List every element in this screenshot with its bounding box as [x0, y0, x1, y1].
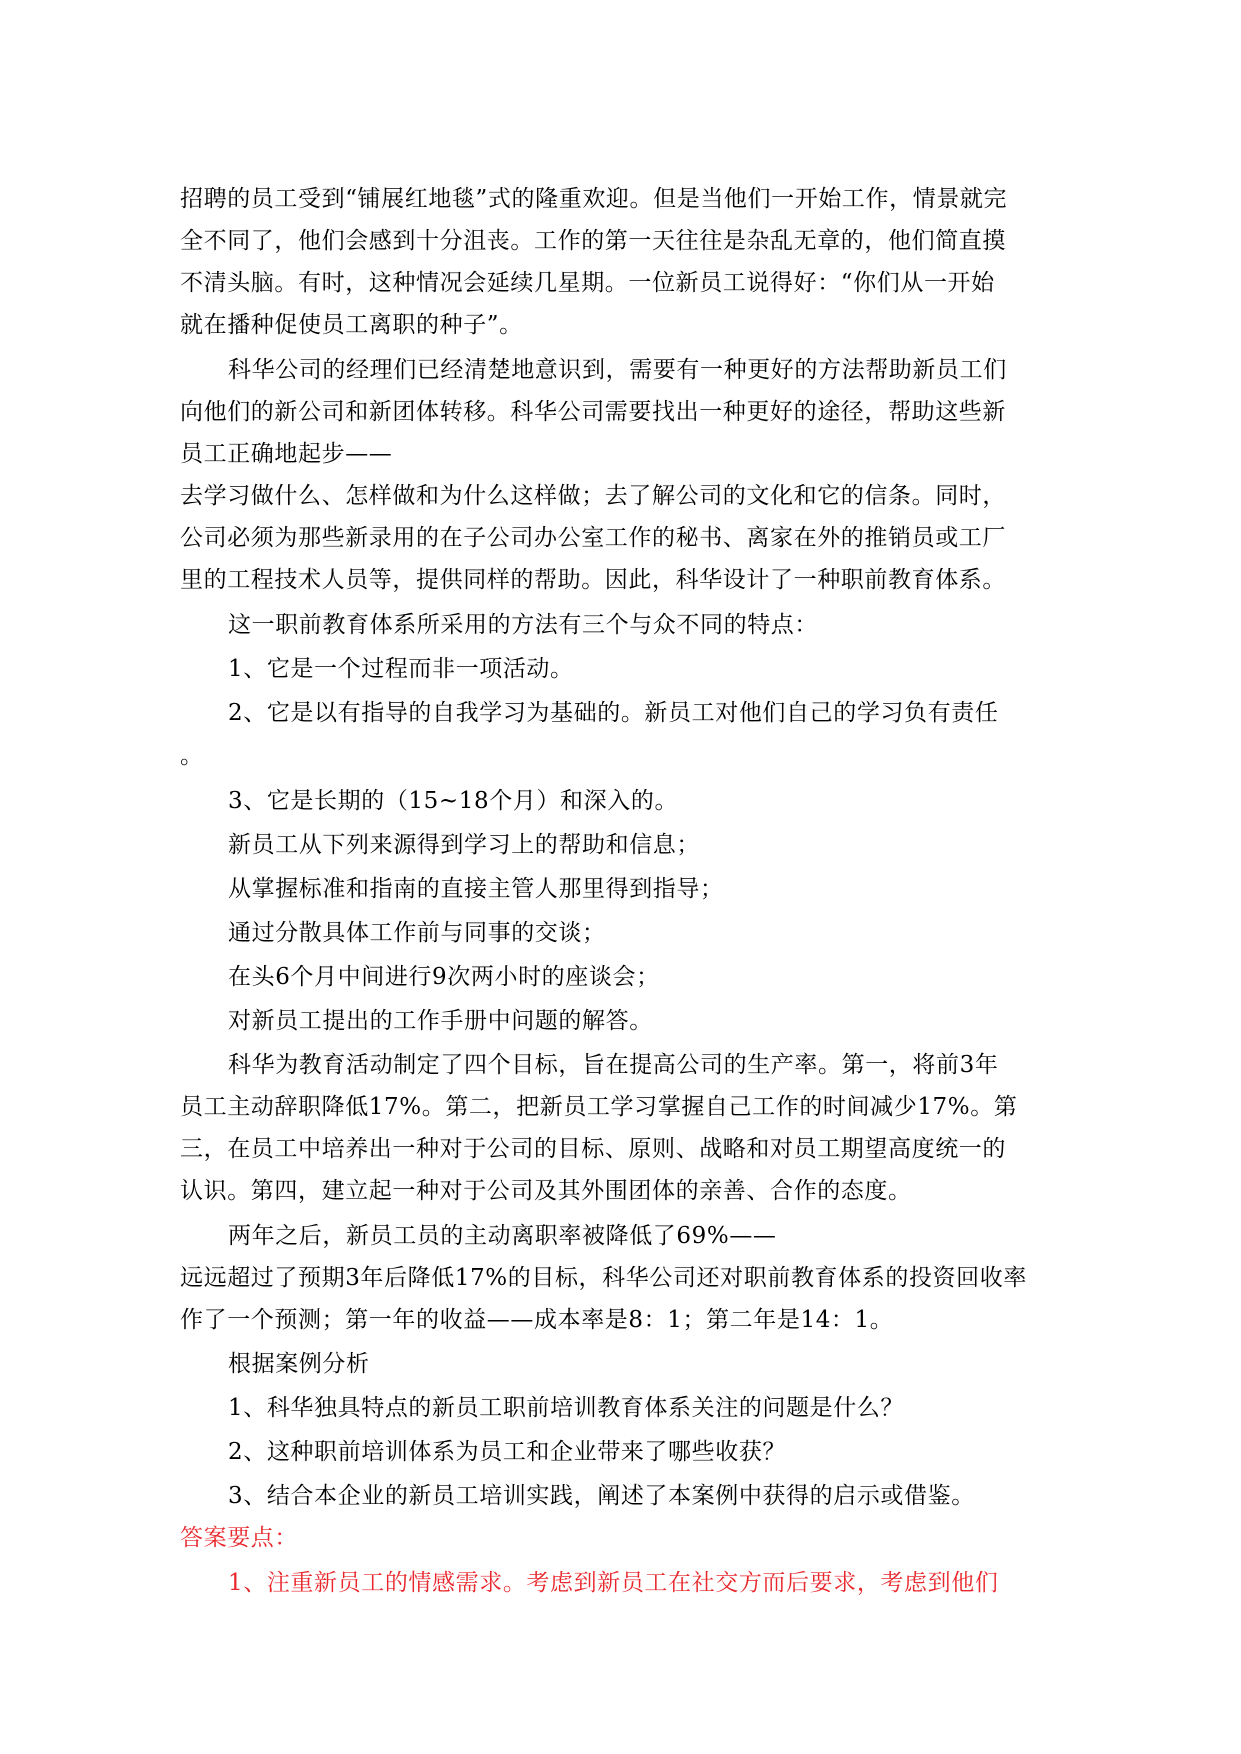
question-item: 1、科华独具特点的新员工职前培训教育体系关注的问题是什么？ — [228, 1395, 905, 1421]
paragraph-line: 招聘的员工受到“铺展红地毯”式的隆重欢迎。但是当他们一开始工作，情景就完 — [180, 186, 1008, 212]
paragraph-line: 员工正确地起步—— — [180, 441, 393, 467]
paragraph-line: 远远超过了预期3年后降低17%的目标，科华公司还对职前教育体系的投资回收率 — [180, 1265, 1027, 1291]
paragraph-line: 新员工从下列来源得到学习上的帮助和信息； — [228, 832, 700, 858]
paragraph-line: 科华为教育活动制定了四个目标，旨在提高公司的生产率。第一，将前3年 — [228, 1052, 999, 1078]
paragraph-line: 三，在员工中培养出一种对于公司的目标、原则、战略和对员工期望高度统一的 — [180, 1136, 1006, 1162]
answer-item: 1、注重新员工的情感需求。考虑到新员工在社交方而后要求，考虑到他们 — [228, 1570, 999, 1596]
paragraph-line: 公司必须为那些新录用的在子公司办公室工作的秘书、离家在外的推销员或工厂 — [180, 525, 1006, 551]
list-item: 2、它是以有指导的自我学习为基础的。新员工对他们自己的学习负有责任 — [228, 700, 999, 726]
answer-heading: 答案要点： — [180, 1525, 298, 1551]
paragraph-line: 作了一个预测；第一年的收益——成本率是8：1；第二年是14：1。 — [180, 1307, 894, 1333]
paragraph-line: 这一职前教育体系所采用的方法有三个与众不同的特点： — [228, 612, 818, 638]
paragraph-line: 员工主动辞职降低17%。第二，把新员工学习掌握自己工作的时间减少17%。第 — [180, 1094, 1018, 1120]
question-item: 3、结合本企业的新员工培训实践，阐述了本案例中获得的启示或借鉴。 — [228, 1483, 975, 1509]
paragraph-line: 不清头脑。有时，这种情况会延续几星期。一位新员工说得好：“你们从一开始 — [180, 270, 995, 296]
paragraph-line: 就在播种促使员工离职的种子”。 — [180, 312, 523, 338]
question-item: 2、这种职前培训体系为员工和企业带来了哪些收获？ — [228, 1439, 787, 1465]
paragraph-line: 全不同了，他们会感到十分沮丧。工作的第一天往往是杂乱无章的，他们简直摸 — [180, 228, 1006, 254]
list-item: 3、它是长期的（15~18个月）和深入的。 — [228, 788, 679, 814]
paragraph-line: 两年之后，新员工员的主动离职率被降低了69%—— — [228, 1223, 777, 1249]
paragraph-line: 认识。第四，建立起一种对于公司及其外围团体的亲善、合作的态度。 — [180, 1178, 912, 1204]
list-item: 1、它是一个过程而非一项活动。 — [228, 656, 574, 682]
paragraph-line: 科华公司的经理们已经清楚地意识到，需要有一种更好的方法帮助新员工们 — [228, 357, 1007, 383]
paragraph-line: 通过分散具体工作前与同事的交谈； — [228, 920, 606, 946]
section-heading: 根据案例分析 — [228, 1351, 370, 1377]
paragraph-line: 去学习做什么、怎样做和为什么这样做；去了解公司的文化和它的信条。同时， — [180, 483, 1006, 509]
paragraph-line: 。 — [180, 743, 204, 769]
paragraph-line: 从掌握标准和指南的直接主管人那里得到指导； — [228, 876, 724, 902]
paragraph-line: 对新员工提出的工作手册中问题的解答。 — [228, 1008, 653, 1034]
paragraph-line: 里的工程技术人员等，提供同样的帮助。因此，科华设计了一种职前教育体系。 — [180, 567, 1006, 593]
paragraph-line: 向他们的新公司和新团体转移。科华公司需要找出一种更好的途径，帮助这些新 — [180, 399, 1006, 425]
paragraph-line: 在头6个月中间进行9次两小时的座谈会； — [228, 964, 660, 990]
